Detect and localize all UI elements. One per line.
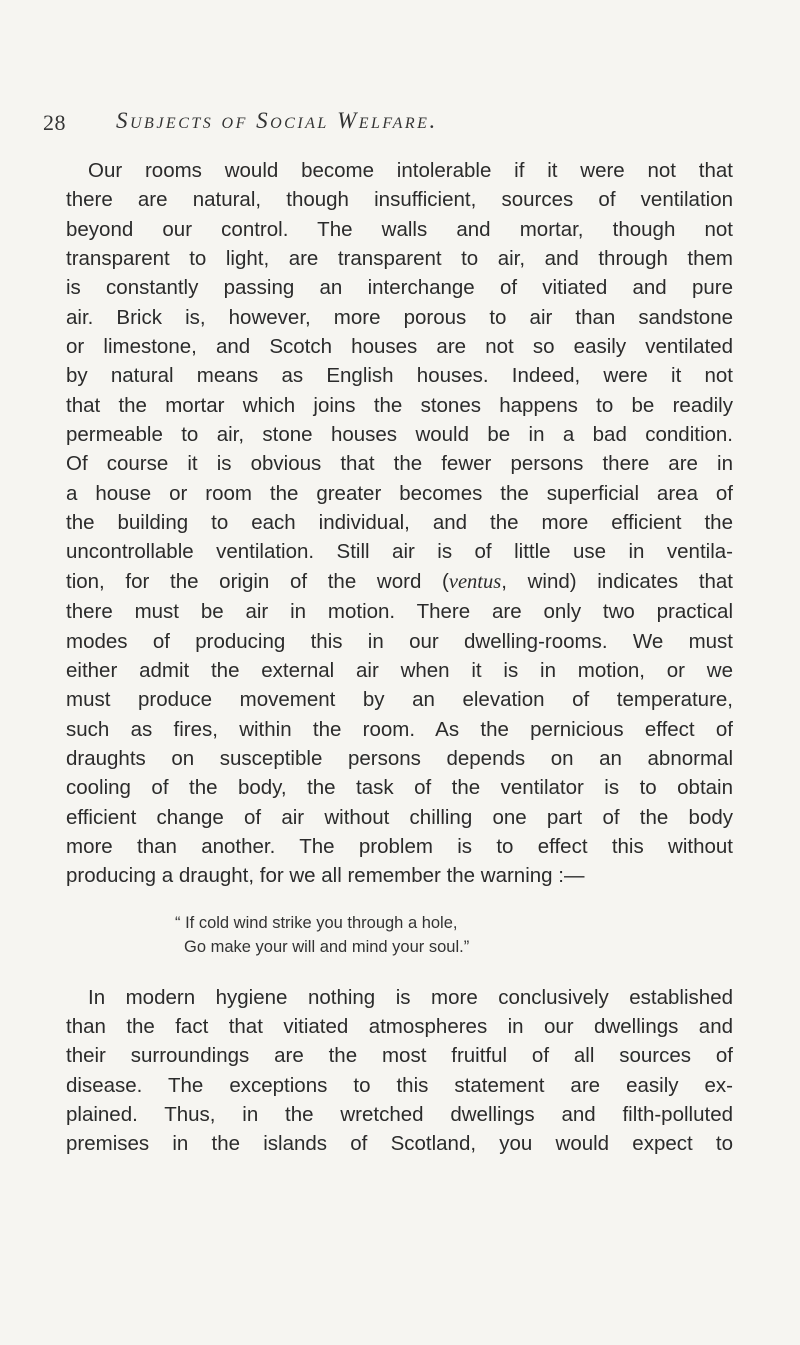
- text-line: beyond our control. The walls and mortar, though not: [66, 217, 733, 241]
- text-line: than the fact that vitiated atmospheres in our dwellings and: [66, 1014, 733, 1038]
- italic-word-ventus: ventus: [448, 570, 502, 593]
- text-line: there must be air in motion. There are only two practical: [66, 600, 733, 624]
- body-text: [44, 156, 733, 1159]
- text-line: uncontrollable ventilation. Still air is of little use in ventila-: [66, 540, 733, 564]
- text-line: air. Brick is, however, more porous to air than sandstone: [66, 305, 733, 329]
- text-line: cooling of the body, the task of the ventilator is to obtain: [66, 776, 733, 800]
- text-line-with-italic: [44, 567, 733, 597]
- page-number: 28: [43, 110, 66, 135]
- text-line: a house or room the greater becomes the superficial area of: [66, 481, 733, 505]
- text-line: such as fires, within the room. As the pernicious effect of: [66, 717, 733, 741]
- text-line: by natural means as English houses. Indeed, were it not: [66, 364, 733, 388]
- running-title: Subjects of Social Welfare.: [116, 108, 438, 133]
- text-line: their surroundings are the most fruitful of all sources of: [66, 1044, 733, 1068]
- text-line: must produce movement by an elevation of temperature,: [66, 688, 733, 712]
- paragraph-2: [44, 983, 733, 1159]
- quote-line-1: “ If cold wind strike you through a hole,: [175, 913, 458, 932]
- text-fragment: , wind) indicates that: [501, 569, 734, 593]
- text-fragment: tion, for the origin of the word (: [66, 569, 449, 593]
- text-line: either admit the external air when it is in motion, or we: [66, 658, 733, 682]
- text-line: producing a draught, for we all remember the warning :—: [66, 864, 585, 888]
- paragraph-1: [44, 156, 733, 891]
- text-line: or limestone, and Scotch houses are not so easily ventilated: [66, 335, 733, 359]
- text-line: efficient change of air without chilling one part of the body: [66, 805, 733, 829]
- text-line: plained. Thus, in the wretched dwellings and filth-polluted: [66, 1102, 733, 1126]
- text-line: disease. The exceptions to this statement are easily ex-: [66, 1073, 733, 1097]
- text-line: more than another. The problem is to effect this without: [66, 834, 733, 858]
- verse-quote: [44, 911, 733, 959]
- text-line: there are natural, though insufficient, sources of ventilation: [66, 188, 733, 212]
- text-line: premises in the islands of Scotland, you would expect to: [66, 1132, 733, 1156]
- text-line: draughts on susceptible persons depends on an abnormal: [66, 746, 733, 770]
- text-line: permeable to air, stone houses would be in a bad condition.: [66, 423, 733, 447]
- quote-line-2: Go make your will and mind your soul.”: [184, 937, 470, 956]
- text-line: Of course it is obvious that the fewer persons there are in: [66, 452, 733, 476]
- text-line: the building to each individual, and the more efficient the: [66, 511, 733, 535]
- text-line: that the mortar which joins the stones happens to be readily: [66, 393, 733, 417]
- text-line: is constantly passing an interchange of vitiated and pure: [66, 276, 733, 300]
- text-line: transparent to light, are transparent to air, and through them: [66, 247, 733, 271]
- text-line: modes of producing this in our dwelling-rooms. We must: [66, 629, 733, 653]
- text-line: In modern hygiene nothing is more conclusively established: [88, 985, 733, 1009]
- text-line: Our rooms would become intolerable if it were not that: [88, 159, 733, 182]
- running-head: [43, 110, 742, 140]
